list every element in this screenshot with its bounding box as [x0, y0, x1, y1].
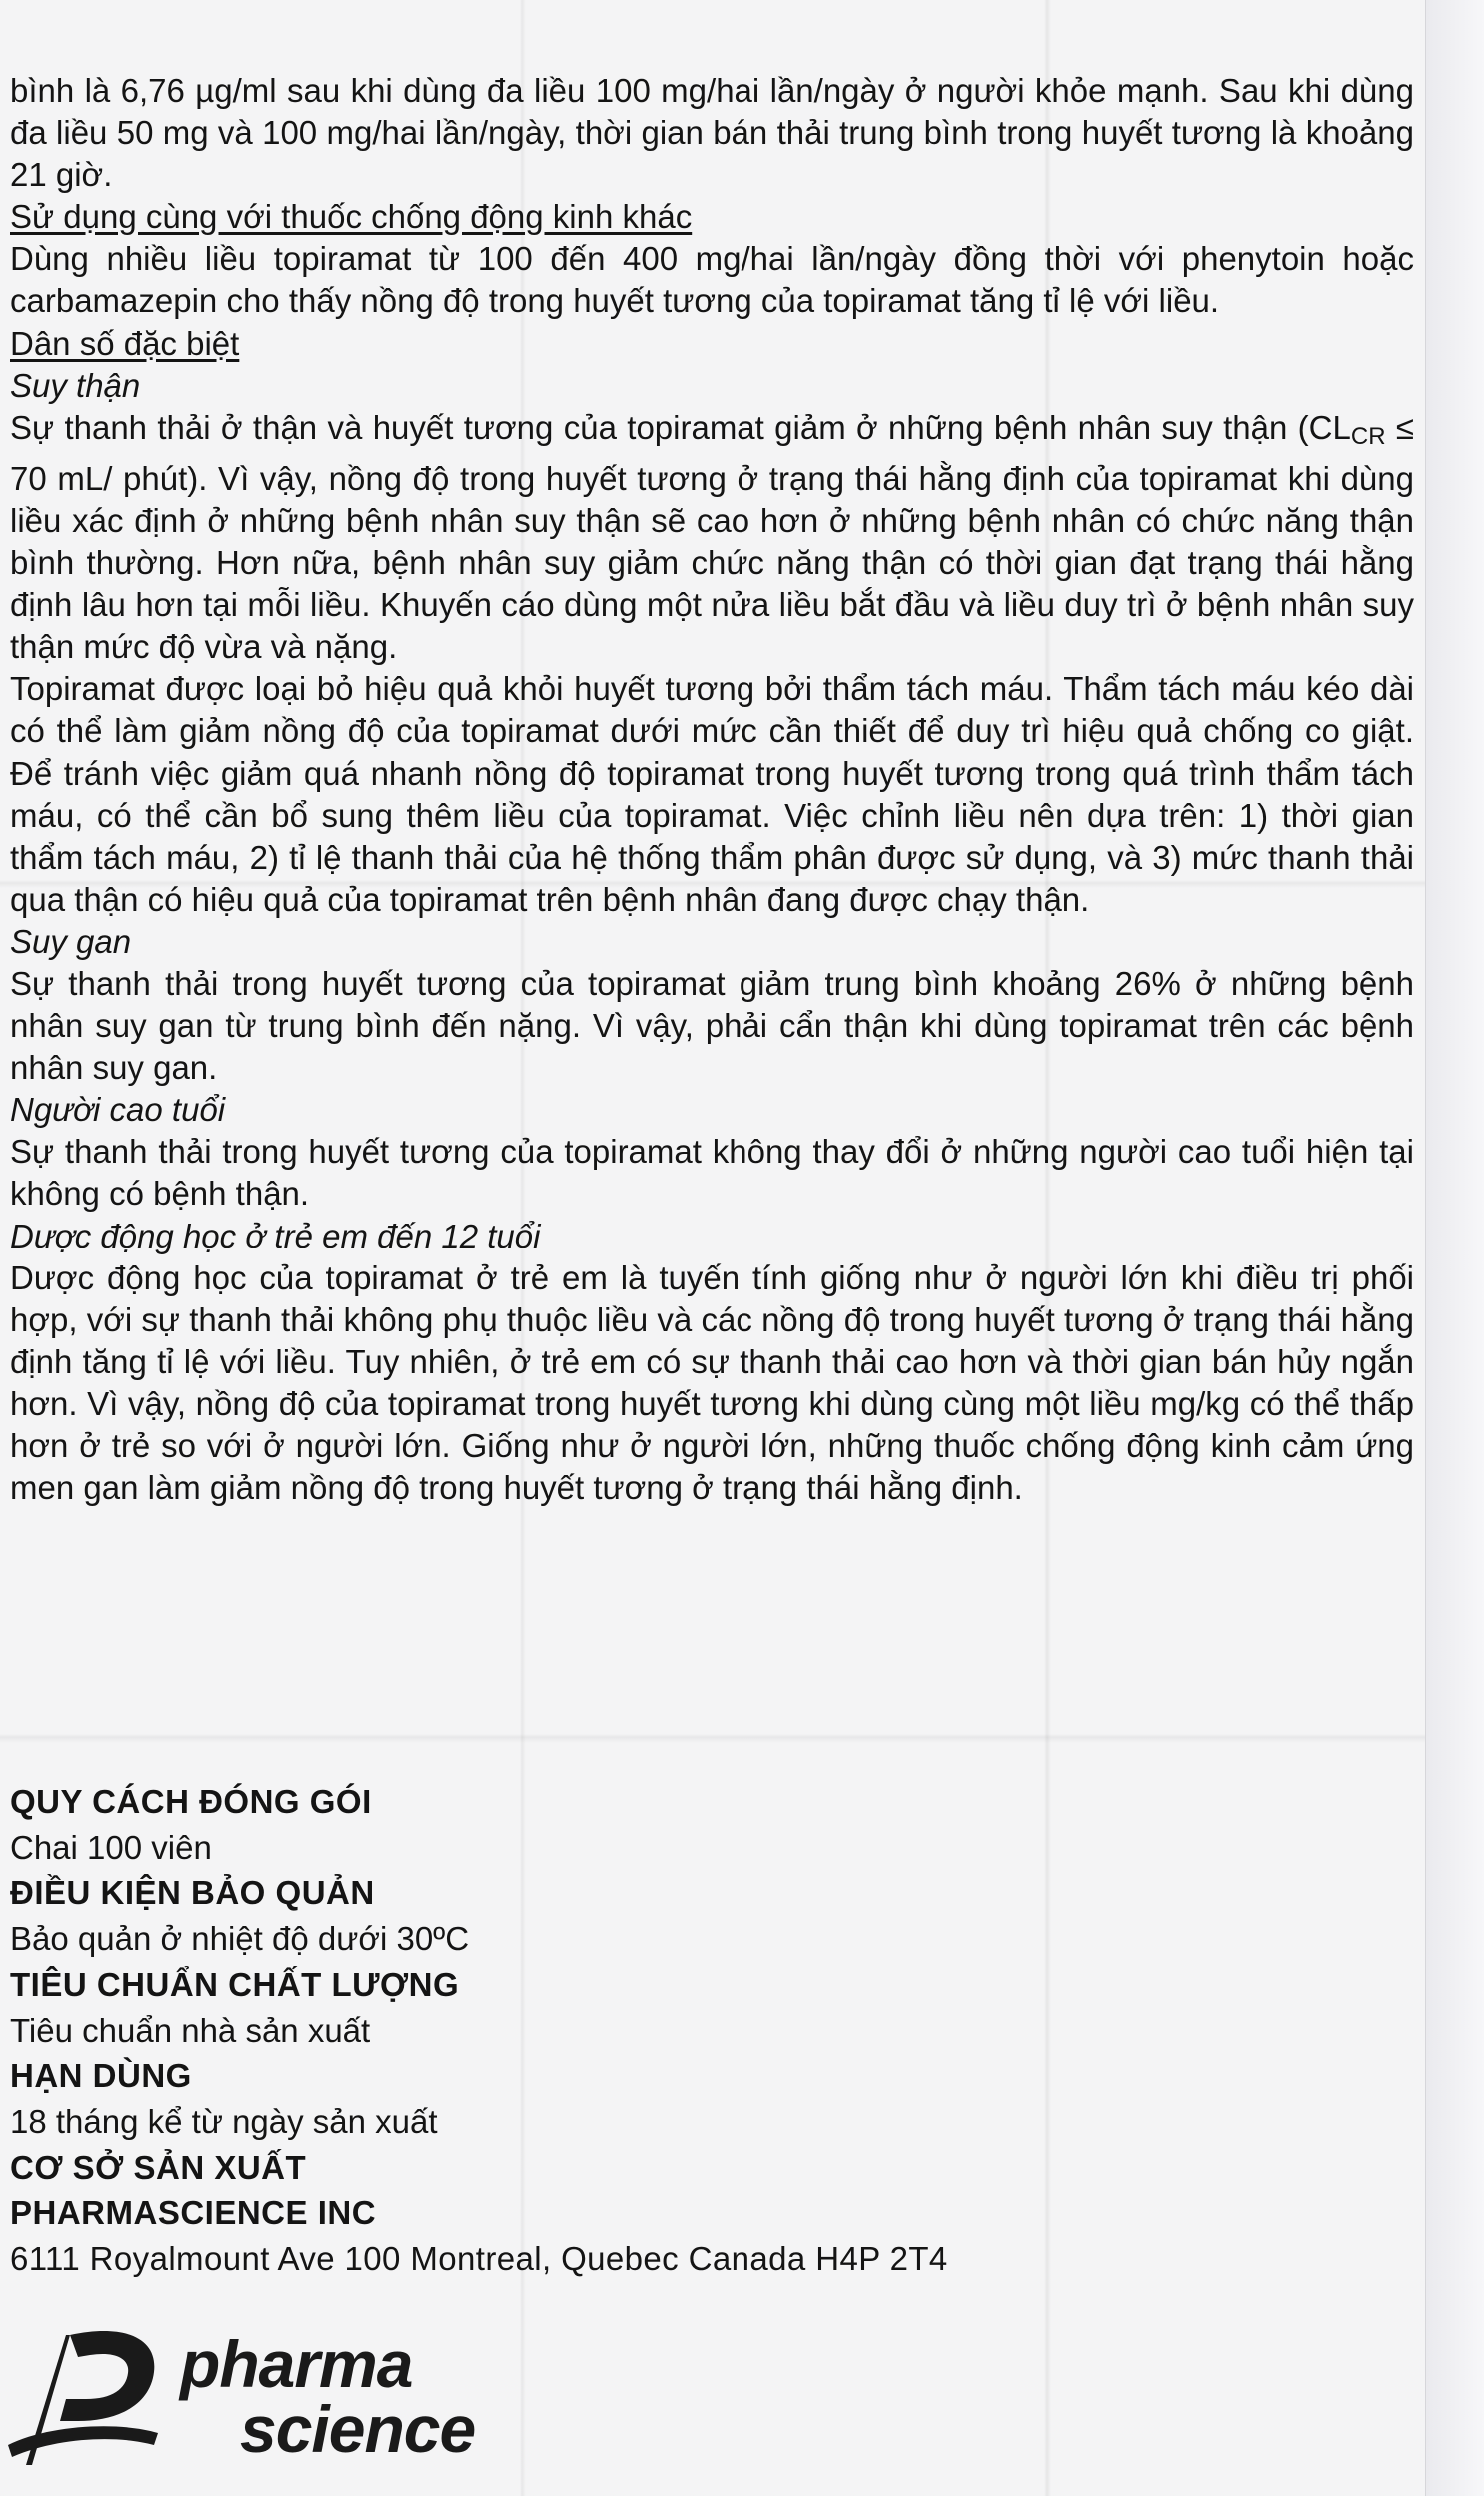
packaging-value: Chai 100 viên	[10, 1828, 212, 1866]
pediatric-paragraph: Dược động học của topiramat ở trẻ em là tuyến tính giống như ở người lớn khi điều trị phối hợp, với sự thanh thải không phụ thuộc liều và các nồng độ trong huyết tương ở trạng thái hằng định tăng tỉ lệ với liều. Tuy nhiên, ở trẻ em có sự thanh thải cao hơn và thời gian bán hủy ngắn hơn. Vì vậy, nồng độ của topiramat trong huyết tương khi dùng cùng một liều mg/kg có thể thấp hơn ở trẻ so với ở người lớn. Giống như ở người lớn, những thuốc chống động kinh cảm ứng men gan làm giảm nồng độ trong huyết tương ở trạng thái hằng định.	[10, 1258, 1414, 1507]
storage-heading: ĐIỀU KIỆN BẢO QUẢN	[10, 1874, 375, 1912]
standard-value: Tiêu chuẩn nhà sản xuất	[10, 2011, 371, 2049]
combo-heading: Sử dụng cùng với thuốc chống động kinh khác	[10, 198, 693, 236]
manufacturer-name: PHARMASCIENCE INC	[10, 2194, 377, 2232]
renal-heading: Suy thận	[10, 366, 141, 404]
dialysis-paragraph: Topiramat được loại bỏ hiệu quả khỏi huyết tương bởi thẩm tách máu. Thẩm tách máu kéo dài có thể làm giảm nồng độ của topiramat dưới mức cần thiết để duy trì hiệu quả chống co giật. Để tránh việc giảm quá nhanh nồng độ topiramat trong huyết tương trong quá trình thẩm tách máu, có thể cần bổ sung thêm liều của topiramat. Việc chỉnh liều nên dựa trên: 1) thời gian thẩm tách máu, 2) tỉ lệ thanh thải của hệ thống thẩm phân được sử dụng, và 3) mức thanh thải qua thận có hiệu quả của topiramat trên bệnh nhân đang được chạy thận.	[10, 670, 1414, 918]
intro-paragraph: bình là 6,76 µg/ml sau khi dùng đa liều 100 mg/hai lần/ngày ở người khỏe mạnh. Sau khi dùng đa liều 50 mg và 100 mg/hai lần/ngày, thời gian bán thải trung bình trong huyết tương là khoảng 21 giờ.	[10, 72, 1414, 194]
expiry-heading: HẠN DÙNG	[10, 2057, 192, 2095]
logo-line2: science	[240, 2392, 476, 2466]
pediatric-heading: Dược động học ở trẻ em đến 12 tuổi	[10, 1217, 541, 1254]
expiry-value: 18 tháng kể từ ngày sản xuất	[10, 2102, 438, 2140]
elderly-heading: Người cao tuổi	[10, 1091, 226, 1129]
elderly-paragraph: Sự thanh thải trong huyết tương của topiramat không thay đổi ở những người cao tuổi hiện tại không có bệnh thận.	[10, 1133, 1414, 1213]
standard-heading: TIÊU CHUẨN CHẤT LƯỢNG	[10, 1965, 460, 2003]
renal-text-after: ≤ 70 mL/ phút). Vì vậy, nồng độ trong huyết tương ở trạng thái hằng định của topiramat khi dùng liều xác định ở những bệnh nhân suy thận sẽ cao hơn ở những bệnh nhân có chức năng thận bình thường. Hơn nữa, bệnh nhân suy giảm chức năng thận có thời gian đạt trạng thái hằng định lâu hơn tại mỗi liều. Khuyến cáo dùng một nửa liều bắt đầu và liều duy trì ở bệnh nhân suy thận mức độ vừa và nặng.	[10, 408, 1415, 666]
product-info-section	[10, 1779, 1414, 2282]
manufacturer-heading: CƠ SỞ SẢN XUẤT	[10, 2148, 307, 2186]
manufacturer-address: 6111 Royalmount Ave 100 Montreal, Quebec Canada H4P 2T4	[10, 2240, 948, 2278]
renal-subscript: CR	[1350, 422, 1386, 450]
pharmascience-p-mark-icon	[8, 2331, 158, 2465]
renal-text-before: Sự thanh thải ở thận và huyết tương của topiramat giảm ở những bệnh nhân suy thận (CL	[10, 408, 1351, 446]
pharmascience-logo	[8, 2317, 528, 2467]
combo-paragraph: Dùng nhiều liều topiramat từ 100 đến 400 mg/hai lần/ngày đồng thời với phenytoin hoặc carbamazepin cho thấy nồng độ trong huyết tương của topiramat tăng tỉ lệ với liều.	[10, 240, 1414, 320]
pharmacokinetics-section	[10, 70, 1414, 1509]
renal-paragraph	[10, 407, 1414, 669]
page-right-edge	[1425, 0, 1484, 2496]
packaging-heading: QUY CÁCH ĐÓNG GÓI	[10, 1783, 372, 1820]
hepatic-heading: Suy gan	[10, 922, 132, 960]
storage-value: Bảo quản ở nhiệt độ dưới 30ºC	[10, 1920, 470, 1958]
logo-line1: pharma	[180, 2327, 413, 2401]
special-population-heading: Dân số đặc biệt	[10, 324, 240, 362]
hepatic-paragraph: Sự thanh thải trong huyết tương của topiramat giảm trung bình khoảng 26% ở những bệnh nhân suy gan từ trung bình đến nặng. Vì vậy, phải cẩn thận khi dùng topiramat trên các bệnh nhân suy gan.	[10, 964, 1414, 1087]
